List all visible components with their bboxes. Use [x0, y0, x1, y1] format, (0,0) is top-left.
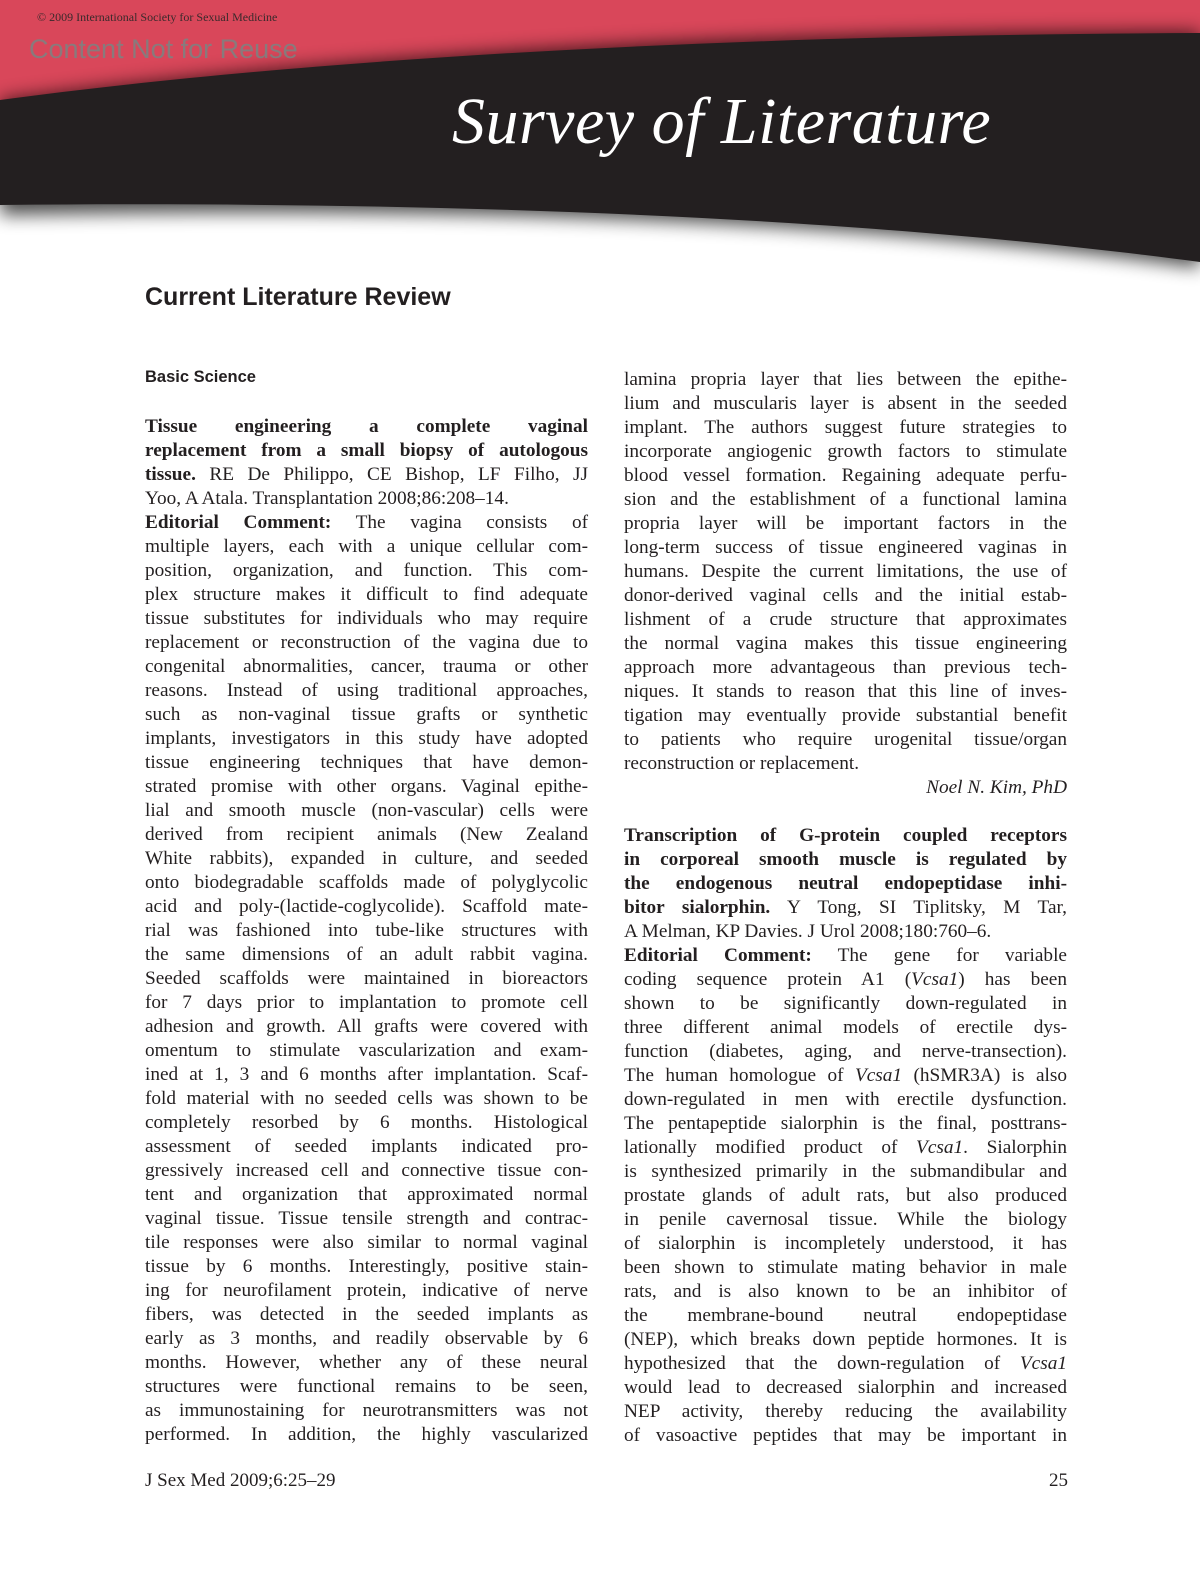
text-segment: tent and organization that approximated normal	[145, 1184, 588, 1205]
italic-text: Vcsa1	[1019, 1353, 1067, 1374]
text-line	[145, 895, 588, 919]
text-line	[145, 751, 588, 775]
text-segment: approach more advantageous than previous tech-	[624, 657, 1067, 678]
text-line	[145, 1135, 588, 1159]
text-segment: A Melman, KP Davies. J Urol 2008;180:760–6.	[624, 921, 992, 942]
text-segment: assessment of seeded implants indicated pro-	[145, 1136, 588, 1157]
text-line	[624, 1088, 1067, 1112]
text-line	[145, 1087, 588, 1111]
text-line	[624, 968, 1067, 992]
text-line	[145, 607, 588, 631]
text-segment: long-term success of tissue engineered vaginas in	[624, 537, 1067, 558]
text-line	[145, 1303, 588, 1327]
text-line	[145, 1015, 588, 1039]
text-line	[624, 1064, 1067, 1088]
author-signature	[624, 776, 1067, 800]
text-segment: tissue by 6 months. Interestingly, positive stain-	[145, 1256, 588, 1277]
bold-text: replacement from a small biopsy of autologous	[145, 440, 588, 461]
text-segment: tissue substitutes for individuals who may require	[145, 608, 588, 629]
text-segment: rial was fashioned into tube-like structures with	[145, 920, 588, 941]
text-segment: the same dimensions of an adult rabbit vagina.	[145, 944, 588, 965]
text-line	[624, 1280, 1067, 1304]
text-line	[145, 1351, 588, 1375]
text-line	[145, 439, 588, 463]
footer-citation: J Sex Med 2009;6:25–29	[145, 1470, 336, 1491]
right-column	[624, 368, 1067, 1448]
text-segment: lationally modified product of	[624, 1137, 917, 1158]
text-line	[145, 919, 588, 943]
text-line	[624, 488, 1067, 512]
text-segment: derived from recipient animals (New Zealand	[145, 824, 588, 845]
text-segment: The pentapeptide sialorphin is the final, posttrans-	[624, 1113, 1067, 1134]
text-segment: rats, and is also known to be an inhibitor of	[624, 1281, 1067, 1302]
text-line	[145, 559, 588, 583]
text-segment: lishment of a crude structure that approximates	[624, 609, 1067, 630]
text-segment: function (diabetes, aging, and nerve-transection).	[624, 1041, 1067, 1062]
text-line	[624, 920, 1067, 944]
text-line	[145, 487, 588, 511]
italic-text: Vcsa1	[916, 1137, 964, 1158]
text-line	[145, 727, 588, 751]
text-segment: plex structure makes it difficult to find adequate	[145, 584, 588, 605]
text-segment: implants, investigators in this study have adopted	[145, 728, 588, 749]
text-segment: performed. In addition, the highly vascularized	[145, 1424, 588, 1445]
text-line	[624, 872, 1067, 896]
text-line	[624, 680, 1067, 704]
text-line	[624, 1112, 1067, 1136]
section-title: Current Literature Review	[145, 283, 451, 311]
text-segment: ing for neurofilament protein, indicative of nerve	[145, 1280, 588, 1301]
text-line	[624, 440, 1067, 464]
text-line	[145, 1159, 588, 1183]
text-line	[145, 1279, 588, 1303]
text-line	[145, 511, 588, 535]
text-line	[624, 896, 1067, 920]
text-line	[624, 392, 1067, 416]
italic-text: Noel N. Kim, PhD	[926, 777, 1067, 798]
page-number: 25	[1049, 1470, 1068, 1491]
text-line	[624, 704, 1067, 728]
left-column	[145, 415, 588, 1447]
text-line	[624, 728, 1067, 752]
text-segment: sion and the establishment of a functional lamina	[624, 489, 1067, 510]
text-line	[145, 463, 588, 487]
text-line	[624, 560, 1067, 584]
text-segment: incorporate angiogenic growth factors to stimulate	[624, 441, 1067, 462]
text-segment: been shown to stimulate mating behavior in male	[624, 1257, 1067, 1278]
bold-text: Transcription of G-protein coupled receptors	[624, 825, 1067, 846]
text-segment: fibers, was detected in the seeded implants as	[145, 1304, 588, 1325]
text-line	[624, 1040, 1067, 1064]
text-segment: down-regulated in men with erectile dysfunction.	[624, 1089, 1067, 1110]
text-line	[624, 752, 1067, 776]
text-segment: (hSMR3A) is also	[902, 1065, 1067, 1086]
text-line	[624, 1256, 1067, 1280]
text-line	[624, 464, 1067, 488]
bold-text: bitor sialorphin.	[624, 897, 771, 918]
text-line	[624, 1424, 1067, 1448]
text-segment: ined at 1, 3 and 6 months after implantation. Scaf-	[145, 1064, 588, 1085]
text-line	[145, 1375, 588, 1399]
text-segment: lamina propria layer that lies between the epithe-	[624, 369, 1067, 390]
text-segment: gressively increased cell and connective tissue con-	[145, 1160, 588, 1181]
text-segment: fold material with no seeded cells was shown to be	[145, 1088, 588, 1109]
text-line	[624, 1328, 1067, 1352]
text-line	[145, 1423, 588, 1447]
text-segment: vaginal tissue. Tissue tensile strength and contrac-	[145, 1208, 588, 1229]
text-line	[145, 679, 588, 703]
bold-text: Tissue engineering a complete vaginal	[145, 416, 588, 437]
text-line	[624, 1232, 1067, 1256]
text-line	[145, 1399, 588, 1423]
text-segment: ) has been	[958, 969, 1067, 990]
text-segment: lial and smooth muscle (non-vascular) cells were	[145, 800, 588, 821]
text-line	[624, 1400, 1067, 1424]
text-segment: Y Tong, SI Tiplitsky, M Tar,	[770, 897, 1067, 918]
text-segment: Yoo, A Atala. Transplantation 2008;86:208–14.	[145, 488, 509, 509]
text-line	[145, 967, 588, 991]
italic-text: Vcsa1	[854, 1065, 903, 1086]
text-segment: (NEP), which breaks down peptide hormones. It is	[624, 1329, 1067, 1350]
italic-text: Vcsa1	[911, 969, 959, 990]
text-line	[145, 1255, 588, 1279]
text-line	[624, 1304, 1067, 1328]
text-segment: shown to be significantly down-regulated in	[624, 993, 1067, 1014]
text-segment: months. However, whether any of these neural	[145, 1352, 588, 1373]
text-line	[145, 535, 588, 559]
text-segment: The vagina consists of	[331, 512, 589, 533]
text-segment: the normal vagina makes this tissue engineering	[624, 633, 1067, 654]
text-segment: of vasoactive peptides that may be important in	[624, 1425, 1067, 1446]
copyright-notice: © 2009 International Society for Sexual Medicine	[37, 10, 278, 24]
text-line	[624, 656, 1067, 680]
text-line	[624, 1352, 1067, 1376]
text-segment: coding sequence protein A1 (	[624, 969, 912, 990]
text-segment: blood vessel formation. Regaining adequate perfu-	[624, 465, 1067, 486]
text-segment: lium and muscularis layer is absent in the seeded	[624, 393, 1067, 414]
text-line	[624, 368, 1067, 392]
text-segment: humans. Despite the current limitations, the use of	[624, 561, 1067, 582]
text-line	[145, 1327, 588, 1351]
bold-text: Editorial Comment:	[145, 512, 332, 533]
text-segment: position, organization, and function. This com-	[145, 560, 588, 581]
text-segment: three different animal models of erectile dys-	[624, 1017, 1067, 1038]
text-segment: as immunostaining for neurotransmitters was not	[145, 1400, 588, 1421]
text-line	[624, 944, 1067, 968]
text-segment: propria layer will be important factors in the	[624, 513, 1067, 534]
text-line	[624, 416, 1067, 440]
text-segment: replacement or reconstruction of the vagina due to	[145, 632, 588, 653]
text-segment: in penile cavernosal tissue. While the biology	[624, 1209, 1067, 1230]
text-segment: reasons. Instead of using traditional approaches,	[145, 680, 588, 701]
text-line	[145, 1039, 588, 1063]
text-line	[145, 1183, 588, 1207]
text-segment: . Sialorphin	[963, 1137, 1067, 1158]
text-segment: niques. It stands to reason that this line of inves-	[624, 681, 1067, 702]
text-segment: structures were functional remains to be seen,	[145, 1376, 588, 1397]
text-segment: strated promise with other organs. Vaginal epithe-	[145, 776, 588, 797]
bold-text: the endogenous neutral endopeptidase inhi-	[624, 873, 1067, 894]
text-segment: tile responses were also similar to normal vaginal	[145, 1232, 588, 1253]
bold-text: in corporeal smooth muscle is regulated by	[624, 849, 1067, 870]
text-line	[145, 703, 588, 727]
text-line	[145, 583, 588, 607]
text-line	[624, 992, 1067, 1016]
text-segment: Seeded scaffolds were maintained in bioreactors	[145, 968, 588, 989]
bold-text: Editorial Comment:	[624, 945, 812, 966]
text-line	[145, 799, 588, 823]
text-segment: White rabbits), expanded in culture, and seeded	[145, 848, 588, 869]
text-line	[145, 847, 588, 871]
text-segment: adhesion and growth. All grafts were covered with	[145, 1016, 588, 1037]
text-line	[145, 1231, 588, 1255]
text-segment: for 7 days prior to implantation to promote cell	[145, 992, 588, 1013]
text-line	[624, 1160, 1067, 1184]
text-line	[624, 848, 1067, 872]
text-segment: onto biodegradable scaffolds made of polyglycolic	[145, 872, 588, 893]
text-line	[624, 1376, 1067, 1400]
text-segment: multiple layers, each with a unique cellular com-	[145, 536, 588, 557]
text-line	[145, 823, 588, 847]
text-segment: such as non-vaginal tissue grafts or synthetic	[145, 704, 588, 725]
text-line	[145, 871, 588, 895]
text-segment: of sialorphin is incompletely understood, it has	[624, 1233, 1067, 1254]
text-segment: completely resorbed by 6 months. Histological	[145, 1112, 588, 1133]
text-segment: The gene for variable	[811, 945, 1067, 966]
text-segment: to patients who require urogenital tissue/organ	[624, 729, 1067, 750]
text-segment: donor-derived vaginal cells and the initial estab-	[624, 585, 1067, 606]
text-line	[624, 584, 1067, 608]
text-segment: hypothesized that the down-regulation of	[624, 1353, 1020, 1374]
text-segment: the membrane-bound neutral endopeptidase	[624, 1305, 1067, 1326]
banner-title: Survey of Literature	[452, 85, 992, 158]
text-line	[624, 1208, 1067, 1232]
text-line	[145, 1063, 588, 1087]
text-segment: would lead to decreased sialorphin and increased	[624, 1377, 1067, 1398]
text-line	[145, 415, 588, 439]
text-segment: omentum to stimulate vascularization and exam-	[145, 1040, 588, 1061]
text-segment: tissue engineering techniques that have demon-	[145, 752, 588, 773]
text-segment: RE De Philippo, CE Bishop, LF Filho, JJ	[195, 464, 588, 485]
text-line	[624, 1184, 1067, 1208]
bold-text: tissue.	[145, 464, 196, 485]
text-segment: tigation may eventually provide substantial benefit	[624, 705, 1067, 726]
text-line	[624, 632, 1067, 656]
text-segment: is synthesized primarily in the submandibular and	[624, 1161, 1067, 1182]
text-segment: The human homologue of	[624, 1065, 855, 1086]
text-segment: NEP activity, thereby reducing the availability	[624, 1401, 1067, 1422]
text-line	[624, 536, 1067, 560]
text-line	[624, 1016, 1067, 1040]
text-segment: prostate glands of adult rats, but also produced	[624, 1185, 1067, 1206]
text-line	[145, 631, 588, 655]
text-line	[624, 824, 1067, 848]
text-line	[624, 1136, 1067, 1160]
text-line	[145, 655, 588, 679]
text-line	[145, 1111, 588, 1135]
text-segment: congenital abnormalities, cancer, trauma or other	[145, 656, 588, 677]
subsection-heading: Basic Science	[145, 368, 256, 386]
text-segment: implant. The authors suggest future strategies to	[624, 417, 1067, 438]
text-line	[624, 800, 1067, 824]
text-line	[145, 991, 588, 1015]
text-line	[145, 943, 588, 967]
text-segment: acid and poly-(lactide-coglycolide). Scaffold mate-	[145, 896, 588, 917]
text-segment: reconstruction or replacement.	[624, 753, 860, 774]
text-line	[624, 512, 1067, 536]
text-segment: early as 3 months, and readily observable by 6	[145, 1328, 588, 1349]
text-line	[145, 775, 588, 799]
text-line	[624, 608, 1067, 632]
watermark: Content Not for Reuse	[29, 34, 298, 64]
text-line	[145, 1207, 588, 1231]
